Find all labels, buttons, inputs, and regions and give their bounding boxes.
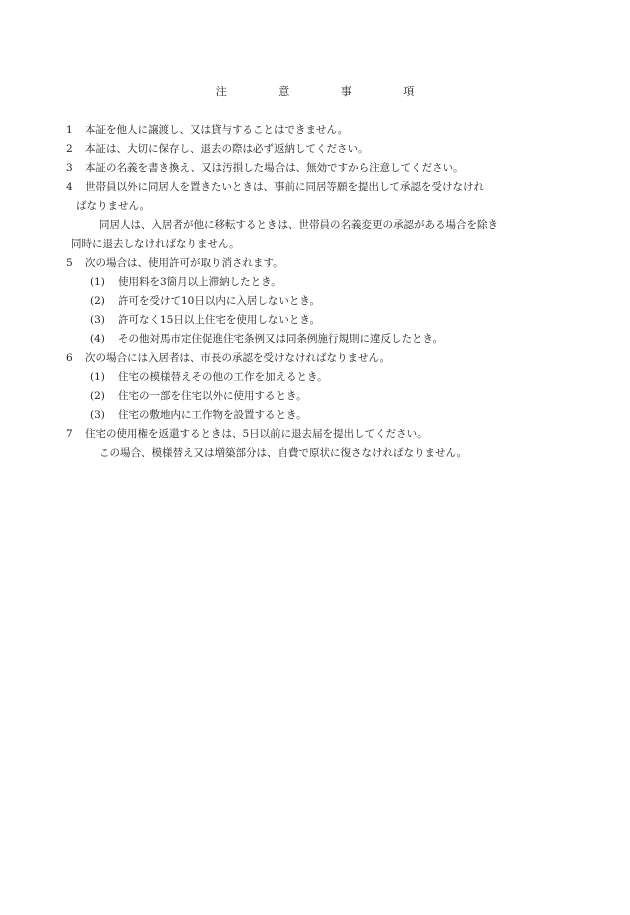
- notice-item-7: [66, 425, 566, 444]
- title-char: 項: [403, 85, 415, 98]
- sub-item: [66, 273, 566, 292]
- item-number: 2: [66, 143, 73, 155]
- title-char: 事: [340, 85, 352, 98]
- sub-item-number: (4): [90, 333, 105, 345]
- sub-item-text: 許可なく15日以上住宅を使用しないとき。: [118, 314, 320, 326]
- sub-item-number: (1): [90, 371, 105, 383]
- sub-item: [66, 311, 566, 330]
- item-text: 本証を他人に譲渡し、又は貸与することはできません。: [85, 124, 349, 136]
- item-text: 本証の名義を書き換え、又は汚損した場合は、無効ですから注意してください。: [85, 162, 464, 174]
- sub-item-text: その他対馬市定住促進住宅条例又は同条例施行規則に違反したとき。: [118, 333, 444, 345]
- item-number: 4: [66, 181, 73, 193]
- item-7-paragraph: この場合、模様替え又は増築部分は、自費で原状に復さなければなりません。: [99, 447, 468, 459]
- sub-item: [66, 387, 566, 406]
- notice-item-2: [66, 140, 566, 159]
- sub-item-text: 使用料を3箇月以上滞納したとき。: [118, 276, 282, 288]
- item-number: 6: [66, 352, 73, 364]
- sub-item-text: 住宅の敷地内に工作物を設置するとき。: [118, 409, 307, 421]
- sub-item-text: 許可を受けて10日以内に入居しないとき。: [118, 295, 320, 307]
- item-4-paragraph-continuation: 同時に退去しなければなりません。: [71, 238, 240, 250]
- title-char: 注: [215, 85, 227, 98]
- notice-item-1: [66, 121, 566, 140]
- item-4-continuation: ばなりません。: [76, 200, 151, 212]
- item-text: 次の場合には入居者は、市長の承認を受けなければなりません。: [85, 352, 391, 364]
- title-char: 意: [278, 85, 290, 98]
- sub-item-text: 住宅の一部を住宅以外に使用するとき。: [118, 390, 307, 402]
- item-text: 世帯員以外に同居人を置きたいときは、事前に同居等願を提出して承認を受けなけれ: [85, 181, 484, 193]
- notice-list: [66, 121, 566, 463]
- item-text: 次の場合は、使用許可が取り消されます。: [85, 257, 284, 269]
- sub-item: [66, 330, 566, 349]
- sub-item-number: (3): [90, 314, 105, 326]
- item-4-paragraph: 同居人は、入居者が他に移転するときは、世帯員の名義変更の承認がある場合を除き: [99, 219, 498, 231]
- sub-item-number: (2): [90, 390, 105, 402]
- sub-item-text: 住宅の模様替えその他の工作を加えるとき。: [118, 371, 328, 383]
- item-number: 3: [66, 162, 73, 174]
- notice-item-6: [66, 349, 566, 368]
- page-title: [0, 83, 630, 99]
- sub-item: [66, 292, 566, 311]
- item-number: 7: [66, 428, 73, 440]
- notice-item-4: [66, 178, 566, 197]
- notice-item-3: [66, 159, 566, 178]
- notice-item-5: [66, 254, 566, 273]
- item-number: 5: [66, 257, 73, 269]
- sub-item-number: (1): [90, 276, 105, 288]
- item-text: 住宅の使用権を返還するときは、5日以前に退去届を提出してください。: [85, 428, 428, 440]
- item-text: 本証は、大切に保存し、退去の際は必ず返納してください。: [85, 143, 369, 155]
- item-number: 1: [66, 124, 73, 136]
- sub-item: [66, 406, 566, 425]
- sub-item: [66, 368, 566, 387]
- sub-item-number: (2): [90, 295, 105, 307]
- sub-item-number: (3): [90, 409, 105, 421]
